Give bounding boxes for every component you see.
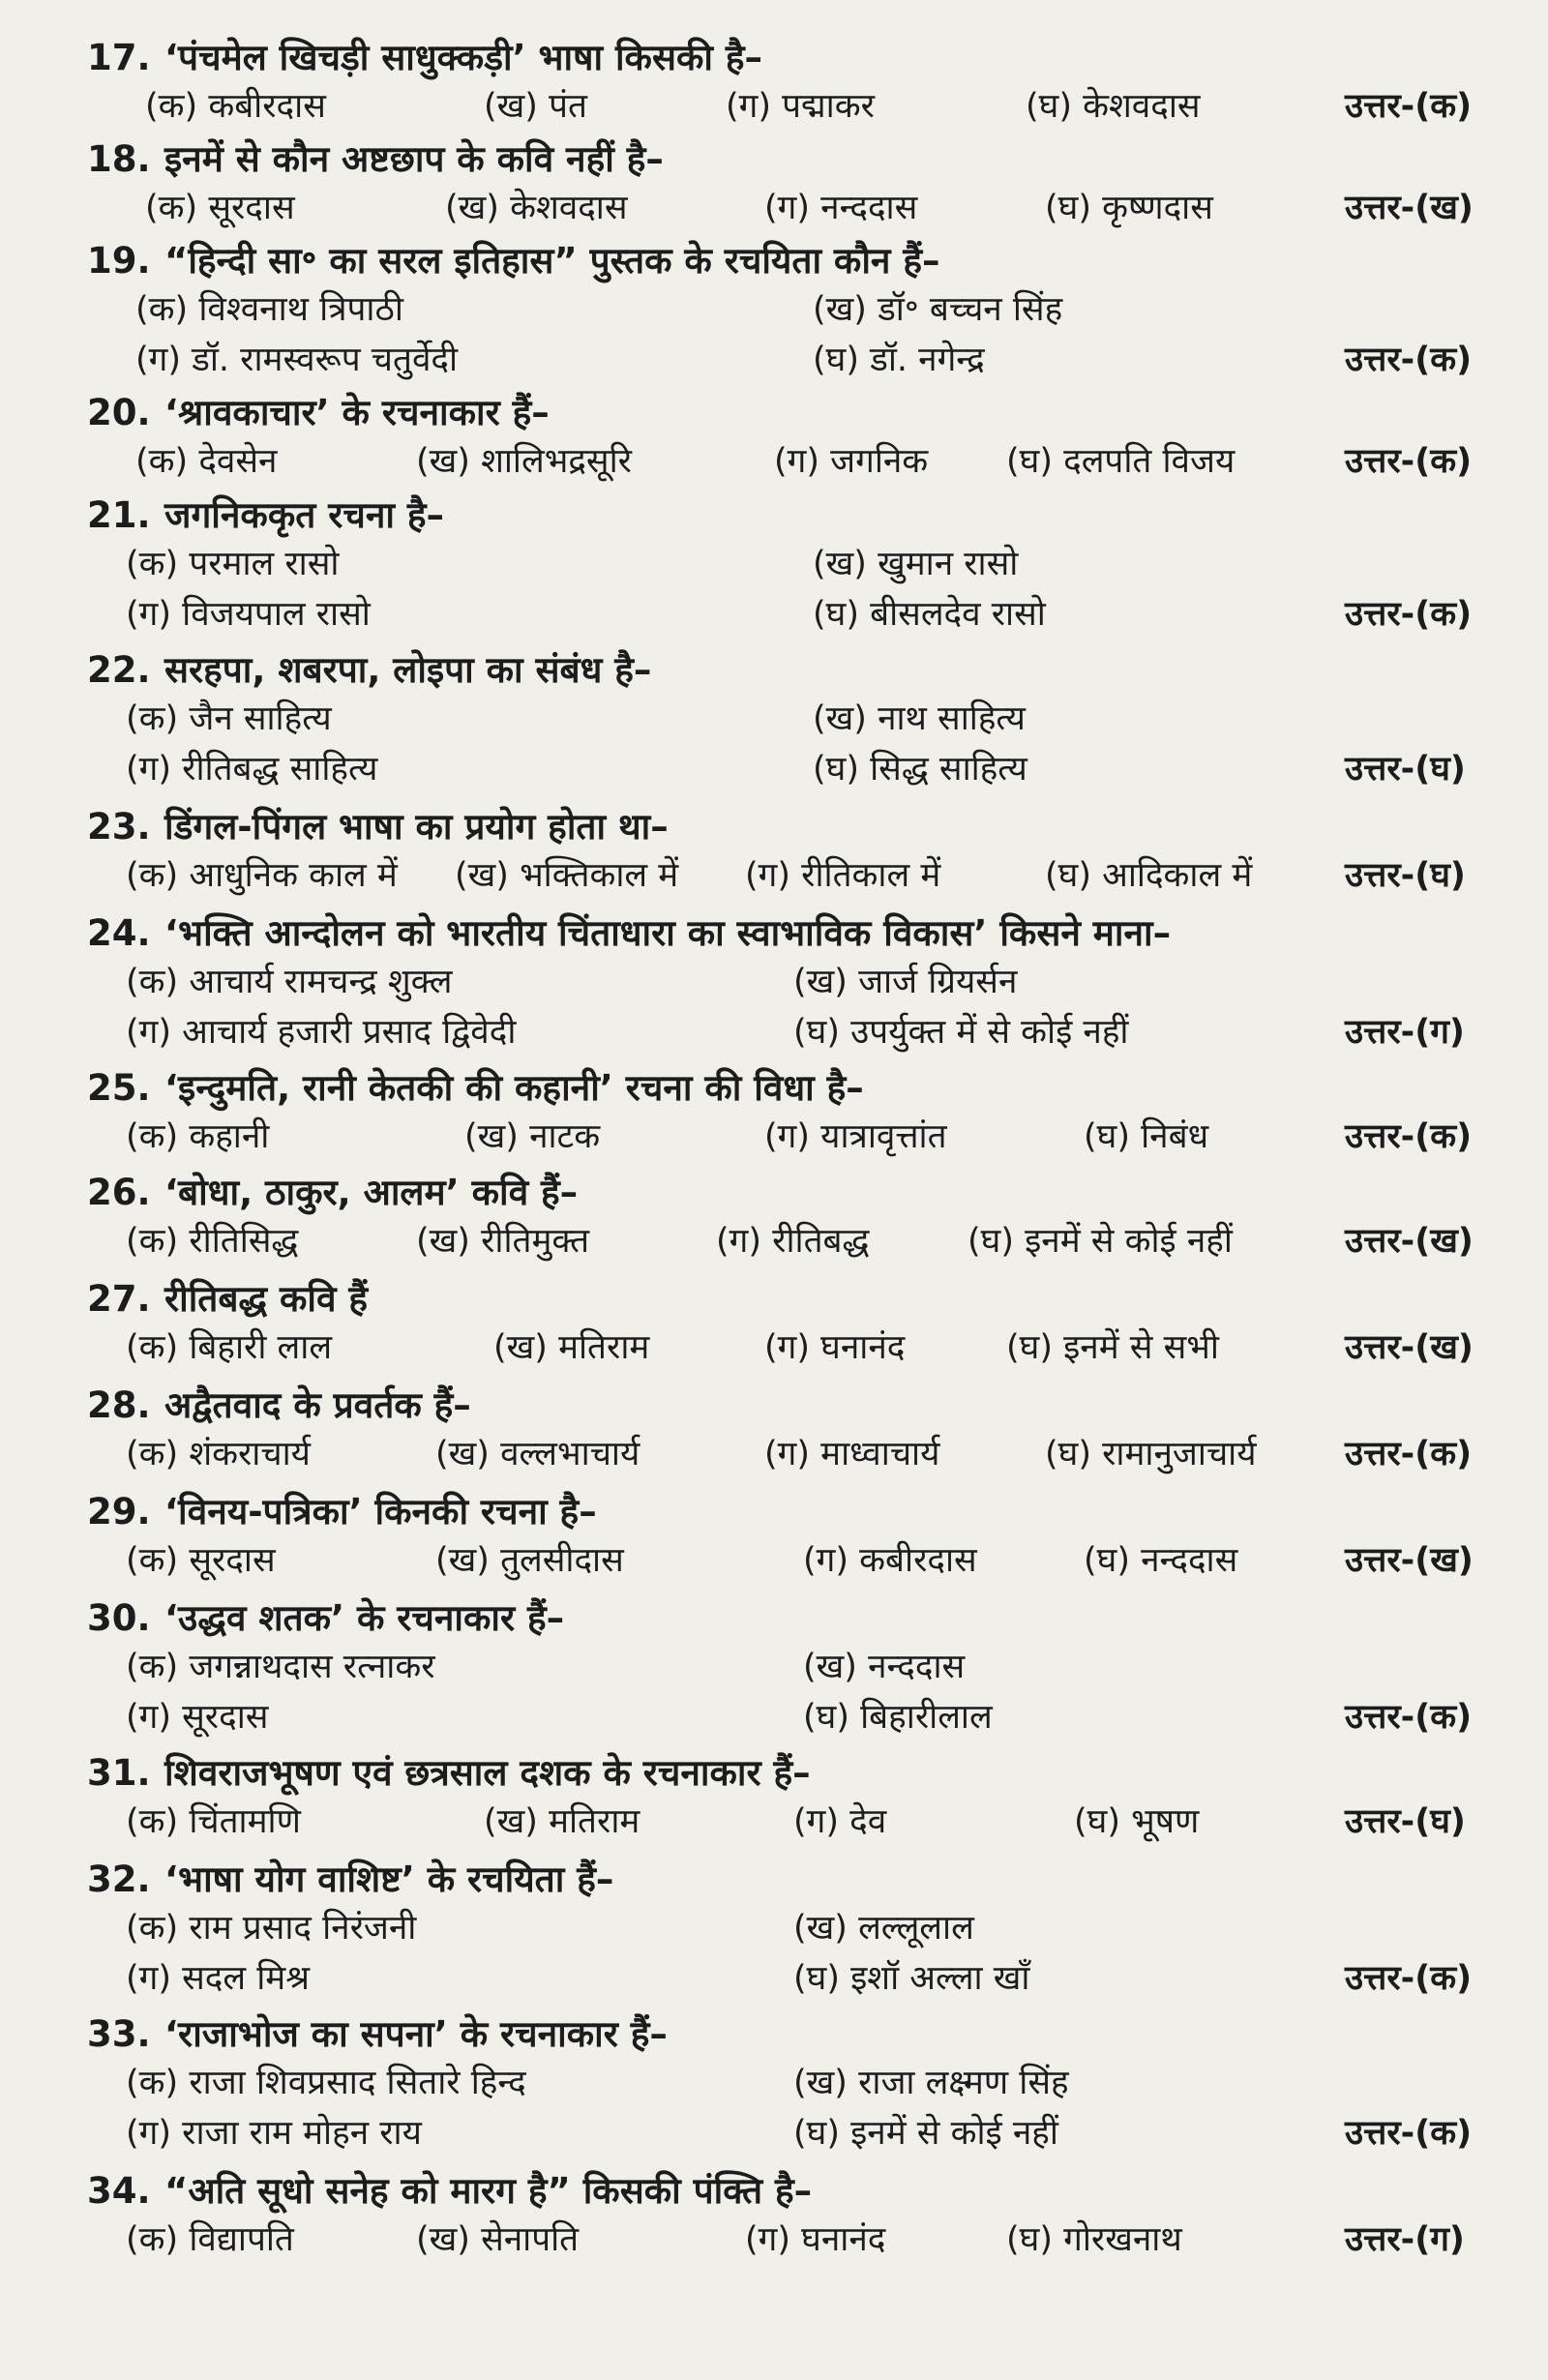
- option-ka: (क) शंकराचार्य: [126, 1435, 311, 1473]
- option-ka: (क) कहानी: [126, 1117, 270, 1156]
- question-text: रीतिबद्ध कवि हैं: [164, 1278, 369, 1320]
- question-number: 18.: [87, 138, 151, 180]
- option-gha: (घ) भूषण: [1074, 1802, 1200, 1841]
- question-number: 21.: [87, 494, 151, 536]
- answer-label: उत्तर-(ख): [1345, 1328, 1474, 1367]
- question-text: ‘श्रावकाचार’ के रचनाकार हैं–: [164, 392, 550, 433]
- option-kha: (ख) वल्लभाचार्य: [435, 1435, 640, 1473]
- option-kha: (ख) नाटक: [464, 1117, 601, 1156]
- question-item: [87, 1856, 1538, 2005]
- answer-label: उत्तर-(क): [1345, 1698, 1473, 1737]
- answer-label: उत्तर-(क): [1345, 1117, 1473, 1156]
- option-gha: (घ) इशॉ अल्ला खाँ: [793, 1959, 1030, 1998]
- question-text: सरहपा, शबरपा, लोइपा का संबंध है–: [164, 649, 652, 691]
- question-number: 31.: [87, 1752, 151, 1794]
- option-ka: (क) आचार्य रामचन्द्र शुक्ल: [126, 963, 453, 1001]
- question-number: 19.: [87, 240, 151, 282]
- answer-label: उत्तर-(क): [1345, 341, 1473, 379]
- option-kha: (ख) केशवदास: [445, 189, 628, 227]
- option-kha: (ख) तुलसीदास: [435, 1541, 624, 1580]
- question-item: [87, 2167, 1538, 2266]
- option-ka: (क) कबीरदास: [145, 87, 326, 126]
- question-text: “हिन्दी सा॰ का सरल इतिहास” पुस्तक के रचयिता कौन हैं–: [164, 240, 940, 282]
- option-ka: (क) परमाल रासो: [126, 545, 340, 583]
- question-number: 22.: [87, 649, 151, 691]
- option-gha: (घ) गोरखनाथ: [1006, 2220, 1182, 2259]
- question-item: [87, 1749, 1538, 1848]
- option-ga: (ग) सदल मिश्र: [126, 1959, 311, 1998]
- question-text: अद्वैतवाद के प्रवर्तक हैं–: [164, 1384, 471, 1426]
- answer-label: उत्तर-(घ): [1345, 856, 1466, 895]
- question-number: 24.: [87, 912, 151, 954]
- question-number: 29.: [87, 1491, 151, 1532]
- option-ga: (ग) देव: [793, 1802, 887, 1841]
- option-ka: (क) विश्वनाथ त्रिपाठी: [135, 290, 403, 329]
- question-text: ‘भक्ति आन्दोलन को भारतीय चिंताधारा का स्वाभाविक विकास’ किसने माना–: [164, 912, 1172, 954]
- answer-label: उत्तर-(ख): [1345, 189, 1474, 227]
- option-kha: (ख) जार्ज ग्रियर्सन: [793, 963, 1018, 1001]
- question-item: [87, 237, 1538, 386]
- option-ka: (क) जैन साहित्य: [126, 699, 332, 738]
- option-ka: (क) राम प्रसाद निरंजनी: [126, 1909, 417, 1948]
- option-gha: (घ) रामानुजाचार्य: [1045, 1435, 1257, 1473]
- question-number: 28.: [87, 1384, 151, 1426]
- question-number: 33.: [87, 2013, 151, 2055]
- question-text: ‘इन्दुमति, रानी केतकी की कहानी’ रचना की विधा है–: [164, 1067, 864, 1109]
- question-text: डिंगल-पिंगल भाषा का प्रयोग होता था–: [164, 806, 669, 848]
- option-ka: (क) सूरदास: [126, 1541, 276, 1580]
- option-gha: (घ) इनमें से कोई नहीं: [793, 2114, 1058, 2153]
- question-number: 17.: [87, 37, 151, 78]
- option-ka: (क) आधुनिक काल में: [126, 856, 398, 895]
- option-gha: (घ) इनमें से सभी: [1006, 1328, 1219, 1367]
- question-item: [87, 1064, 1538, 1163]
- option-gha: (घ) सिद्ध साहित्य: [813, 750, 1027, 788]
- option-gha: (घ) केशवदास: [1026, 87, 1201, 126]
- option-ga: (ग) घनानंद: [745, 2220, 886, 2259]
- option-gha: (घ) डॉ. नगेन्द्र: [813, 341, 985, 379]
- question-item: [87, 646, 1538, 795]
- option-kha: (ख) नन्ददास: [803, 1648, 966, 1686]
- option-gha: (घ) कृष्णदास: [1045, 189, 1213, 227]
- question-item: [87, 1169, 1538, 1267]
- answer-label: उत्तर-(घ): [1345, 1802, 1466, 1841]
- answer-label: उत्तर-(क): [1345, 87, 1473, 126]
- option-ka: (क) बिहारी लाल: [126, 1328, 333, 1367]
- option-ka: (क) जगन्नाथदास रत्नाकर: [126, 1648, 435, 1686]
- question-text: जगनिककृत रचना है–: [164, 494, 444, 536]
- question-item: [87, 1275, 1538, 1374]
- question-item: [87, 34, 1538, 133]
- answer-label: उत्तर-(क): [1345, 595, 1473, 634]
- option-kha: (ख) डॉ॰ बच्चन सिंह: [813, 290, 1063, 329]
- option-kha: (ख) राजा लक्ष्मण सिंह: [793, 2064, 1069, 2102]
- question-text: इनमें से कौन अष्टछाप के कवि नहीं है–: [164, 138, 664, 180]
- option-ga: (ग) घनानंद: [764, 1328, 906, 1367]
- option-gha: (घ) बीसलदेव रासो: [813, 595, 1046, 634]
- question-text: ‘राजाभोज का सपना’ के रचनाकार हैं–: [164, 2013, 668, 2055]
- option-kha: (ख) खुमान रासो: [813, 545, 1019, 583]
- question-number: 25.: [87, 1067, 151, 1109]
- option-gha: (घ) बिहारीलाल: [803, 1698, 993, 1737]
- option-ga: (ग) सूरदास: [126, 1698, 269, 1737]
- option-ga: (ग) डॉ. रामस्वरूप चतुर्वेदी: [135, 341, 459, 379]
- question-item: [87, 1594, 1538, 1743]
- option-ga: (ग) माध्वाचार्य: [764, 1435, 940, 1473]
- option-ka: (क) रीतिसिद्ध: [126, 1222, 299, 1261]
- option-kha: (ख) मतिराम: [484, 1802, 640, 1841]
- option-kha: (ख) शालिभद्रसूरि: [416, 442, 632, 481]
- question-text: शिवराजभूषण एवं छत्रसाल दशक के रचनाकार हैं–: [164, 1752, 811, 1794]
- question-text: “अति सूधो सनेह को मारग है” किसकी पंक्ति है–: [164, 2170, 813, 2212]
- option-ga: (ग) कबीरदास: [803, 1541, 977, 1580]
- question-number: 23.: [87, 806, 151, 848]
- question-text: ‘बोधा, ठाकुर, आलम’ कवि हैं–: [164, 1172, 579, 1213]
- option-kha: (ख) सेनापति: [416, 2220, 580, 2259]
- question-text: ‘पंचमेल खिचड़ी साधुक्कड़ी’ भाषा किसकी है–: [164, 37, 762, 78]
- option-kha: (ख) भक्तिकाल में: [455, 856, 679, 895]
- answer-label: उत्तर-(क): [1345, 442, 1473, 481]
- question-item: [87, 909, 1538, 1058]
- answer-label: उत्तर-(ग): [1345, 1013, 1465, 1052]
- option-ga: (ग) रीतिकाल में: [745, 856, 941, 895]
- question-item: [87, 2010, 1538, 2159]
- option-kha: (ख) रीतिमुक्त: [416, 1222, 590, 1261]
- answer-label: उत्तर-(क): [1345, 2114, 1473, 2153]
- option-ga: (ग) यात्रावृत्तांत: [764, 1117, 947, 1156]
- option-kha: (ख) लल्लूलाल: [793, 1909, 974, 1948]
- option-gha: (घ) आदिकाल में: [1045, 856, 1253, 895]
- option-ka: (क) चिंतामणि: [126, 1802, 301, 1841]
- option-ga: (ग) राजा राम मोहन राय: [126, 2114, 422, 2153]
- answer-label: उत्तर-(ख): [1345, 1222, 1474, 1261]
- option-ka: (क) विद्यापति: [126, 2220, 294, 2259]
- option-ga: (ग) नन्ददास: [764, 189, 918, 227]
- option-gha: (घ) निबंध: [1084, 1117, 1209, 1156]
- option-kha: (ख) पंत: [484, 87, 587, 126]
- question-item: [87, 491, 1538, 640]
- question-number: 34.: [87, 2170, 151, 2212]
- answer-label: उत्तर-(क): [1345, 1959, 1473, 1998]
- question-item: [87, 1488, 1538, 1587]
- question-item: [87, 1382, 1538, 1480]
- option-gha: (घ) दलपति विजय: [1006, 442, 1235, 481]
- question-item: [87, 135, 1538, 234]
- question-text: ‘भाषा योग वाशिष्ट’ के रचयिता हैं–: [164, 1859, 614, 1900]
- option-gha: (घ) उपर्युक्त में से कोई नहीं: [793, 1013, 1129, 1052]
- option-ga: (ग) रीतिबद्ध साहित्य: [126, 750, 378, 788]
- answer-label: उत्तर-(क): [1345, 1435, 1473, 1473]
- question-number: 27.: [87, 1278, 151, 1320]
- option-ga: (ग) आचार्य हजारी प्रसाद द्विवेदी: [126, 1013, 517, 1052]
- question-text: ‘विनय-पत्रिका’ किनकी रचना है–: [164, 1491, 597, 1532]
- option-ga: (ग) रीतिबद्ध: [716, 1222, 870, 1261]
- option-gha: (घ) नन्ददास: [1084, 1541, 1238, 1580]
- question-number: 30.: [87, 1597, 151, 1639]
- option-ga: (ग) विजयपाल रासो: [126, 595, 371, 634]
- question-number: 20.: [87, 392, 151, 433]
- answer-label: उत्तर-(घ): [1345, 750, 1466, 788]
- option-ga: (ग) पद्माकर: [726, 87, 875, 126]
- question-text: ‘उद्धव शतक’ के रचनाकार हैं–: [164, 1597, 565, 1639]
- option-ka: (क) राजा शिवप्रसाद सितारे हिन्द: [126, 2064, 526, 2102]
- option-ga: (ग) जगनिक: [774, 442, 929, 481]
- option-ka: (क) सूरदास: [145, 189, 295, 227]
- option-gha: (घ) इनमें से कोई नहीं: [968, 1222, 1233, 1261]
- option-kha: (ख) नाथ साहित्य: [813, 699, 1026, 738]
- answer-label: उत्तर-(ग): [1345, 2220, 1465, 2259]
- option-ka: (क) देवसेन: [135, 442, 278, 481]
- answer-label: उत्तर-(ख): [1345, 1541, 1474, 1580]
- option-kha: (ख) मतिराम: [493, 1328, 650, 1367]
- question-number: 26.: [87, 1172, 151, 1213]
- question-item: [87, 389, 1538, 488]
- question-number: 32.: [87, 1859, 151, 1900]
- question-item: [87, 803, 1538, 902]
